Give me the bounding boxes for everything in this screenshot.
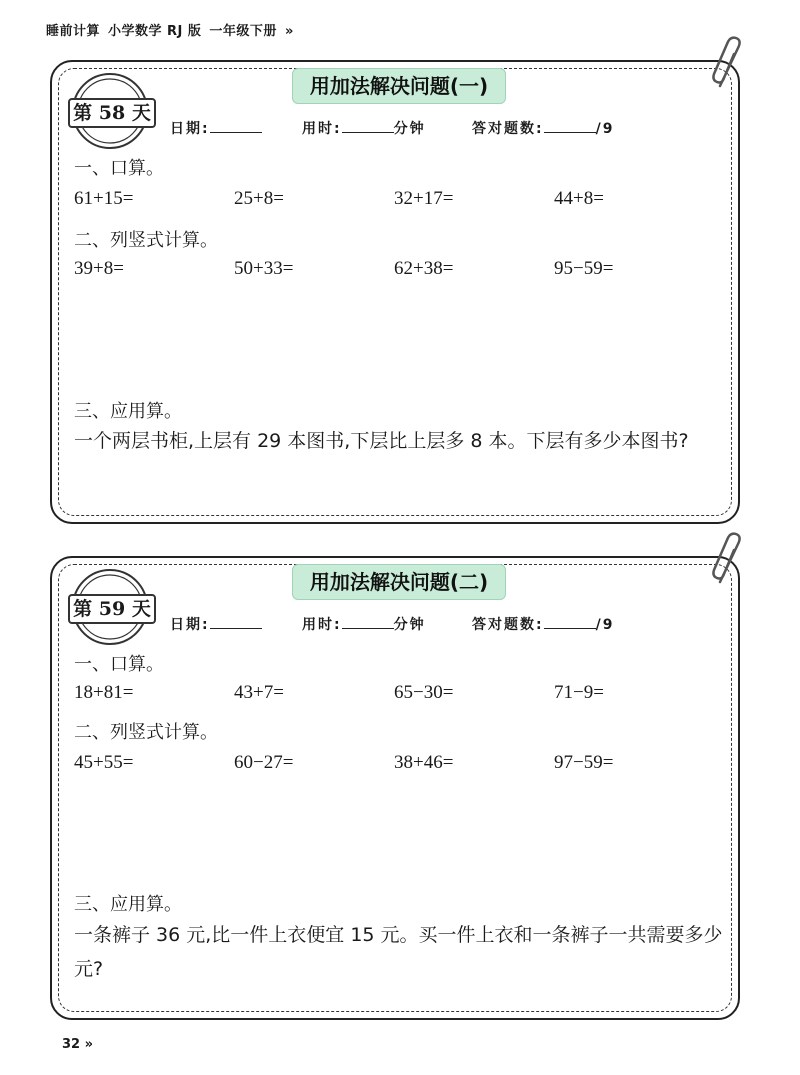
oral-problem: 44+8=	[554, 188, 604, 209]
section-oral: 一、口算。	[74, 158, 164, 179]
time-label: 用时:	[302, 121, 342, 137]
vertical-problem: 95−59=	[554, 258, 614, 279]
book-subject: 小学数学 RJ 版	[108, 24, 202, 39]
day-label: 第 58 天	[68, 98, 156, 128]
score-total: /9	[595, 121, 615, 137]
vertical-problem: 45+55=	[74, 752, 134, 773]
word-problem: 一个两层书柜,上层有 29 本图书,下层比上层多 8 本。下层有多少本图书?	[74, 430, 689, 452]
oral-problem: 61+15=	[74, 188, 134, 209]
section-application: 三、应用算。	[74, 401, 182, 422]
lesson-title: 用加法解决问题(二)	[292, 564, 506, 600]
vertical-problem: 60−27=	[234, 752, 294, 773]
header-arrow-icon: »	[284, 24, 294, 39]
vertical-problem: 50+33=	[234, 258, 294, 279]
time-unit: 分钟	[393, 121, 426, 137]
day-card-58	[50, 60, 740, 524]
day-card-59	[50, 556, 740, 1020]
vertical-problem: 39+8=	[74, 258, 124, 279]
oral-problem: 25+8=	[234, 188, 284, 209]
oral-problem: 43+7=	[234, 682, 284, 703]
book-title: 睡前计算	[46, 24, 101, 39]
oral-problem: 32+17=	[394, 188, 454, 209]
oral-problem: 65−30=	[394, 682, 454, 703]
time-label: 用时:	[302, 617, 342, 633]
time-blank[interactable]	[342, 614, 394, 629]
section-vertical: 二、列竖式计算。	[74, 722, 218, 743]
score-label: 答对题数:	[472, 121, 544, 137]
date-label: 日期:	[170, 617, 210, 633]
time-blank[interactable]	[342, 118, 394, 133]
lesson-title: 用加法解决问题(一)	[292, 68, 506, 104]
date-field	[170, 118, 262, 138]
score-field	[472, 614, 614, 634]
date-field	[170, 614, 262, 634]
vertical-problem: 62+38=	[394, 258, 454, 279]
section-vertical: 二、列竖式计算。	[74, 230, 218, 251]
day-badge	[62, 566, 162, 648]
vertical-problem: 97−59=	[554, 752, 614, 773]
time-field	[302, 118, 426, 138]
oral-problem: 71−9=	[554, 682, 604, 703]
footer-arrow-icon: »	[84, 1037, 94, 1052]
page-header	[46, 20, 302, 39]
score-total: /9	[595, 617, 615, 633]
paperclip-icon	[710, 532, 750, 588]
page-number: 32	[62, 1037, 81, 1052]
day-badge	[62, 70, 162, 152]
vertical-problem: 38+46=	[394, 752, 454, 773]
score-blank[interactable]	[544, 614, 596, 629]
page-footer	[62, 1037, 93, 1052]
date-label: 日期:	[170, 121, 210, 137]
section-application: 三、应用算。	[74, 894, 182, 915]
date-blank[interactable]	[210, 614, 262, 629]
paperclip-icon	[710, 36, 750, 92]
oral-problem: 18+81=	[74, 682, 134, 703]
score-label: 答对题数:	[472, 617, 544, 633]
book-grade: 一年级下册	[209, 24, 277, 39]
day-label: 第 59 天	[68, 594, 156, 624]
score-field	[472, 118, 614, 138]
time-unit: 分钟	[393, 617, 426, 633]
word-problem: 一条裤子 36 元,比一件上衣便宜 15 元。买一件上衣和一条裤子一共需要多少元?	[74, 924, 723, 980]
score-blank[interactable]	[544, 118, 596, 133]
time-field	[302, 614, 426, 634]
section-oral: 一、口算。	[74, 654, 164, 675]
date-blank[interactable]	[210, 118, 262, 133]
